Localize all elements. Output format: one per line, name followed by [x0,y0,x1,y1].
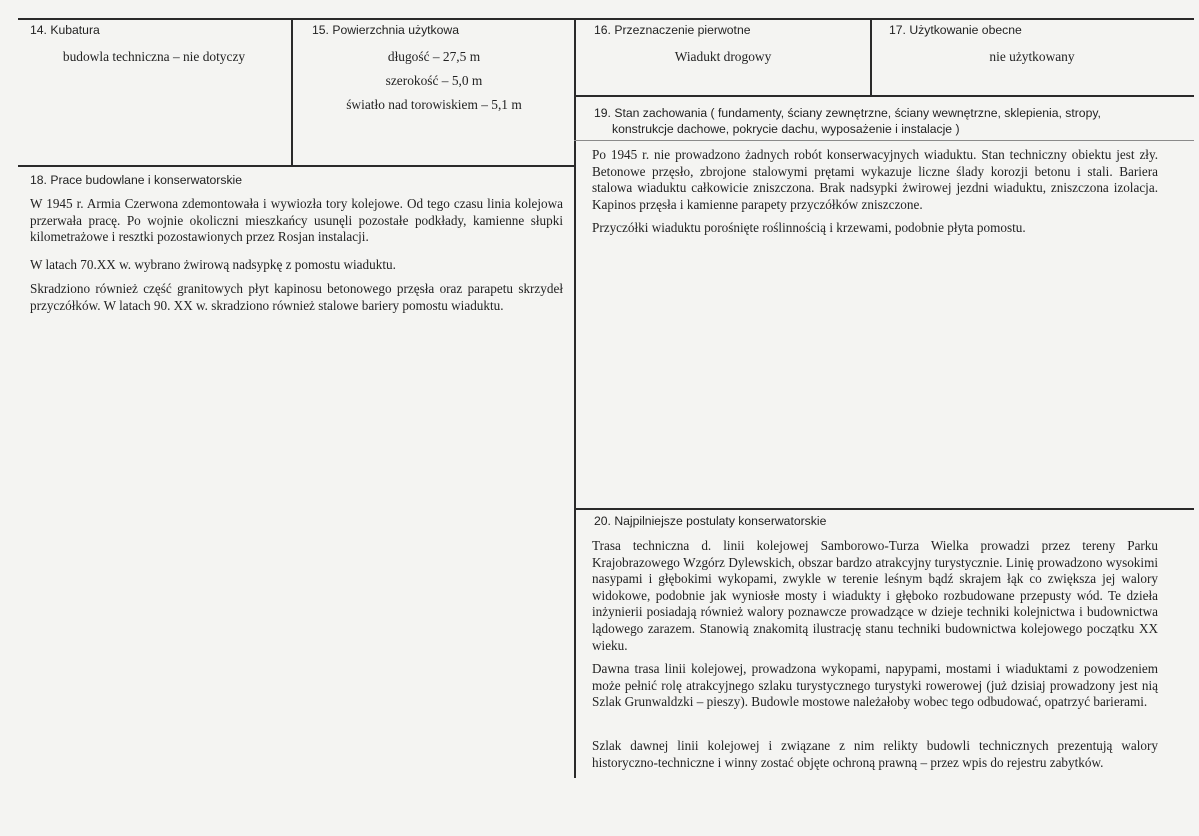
sec17-value: nie użytkowany [989,49,1075,64]
sec18-paragraph-2: W latach 70.XX w. wybrano żwirową nadsypkę z pomostu wiaduktu. [30,257,396,272]
divider-14-15 [291,18,293,166]
divider-15-18 [18,165,576,167]
sec16-value: Wiadukt drogowy [674,49,772,64]
center-divider [574,18,576,778]
sec15-clearance: światło nad torowiskiem – 5,1 m [346,97,522,112]
sec14-value: budowla techniczna – nie dotyczy [62,49,246,64]
sec15-width: szerokość – 5,0 m [385,73,483,88]
top-border [18,18,1194,20]
sec19-paragraph-2: Przyczółki wiaduktu porośnięte roślinnością i krzewami, podobnie płyta pomostu. [592,220,1026,235]
sec16-label: 16. Przeznaczenie pierwotne [594,23,751,37]
sec18-paragraph-3: Skradziono również część granitowych płyt kapinosu betonowego przęsła oraz parapetu skrzydeł przyczółków. W latach 90. XX w. skradziono również stalowe bariery pomostu wiaduktu. [30,281,563,313]
sec20-label: 20. Najpilniejsze postulaty konserwatorskie [594,514,827,528]
sec20-paragraph-3: Szlak dawnej linii kolejowej i związane z nim relikty budowli technicznych prezentują walory historyczno-techniczne i winny zostać objęte ochroną prawną – przez wpis do rejestru zabytków. [592,738,1158,770]
sec20-paragraph-2: Dawna trasa linii kolejowej, prowadzona wykopami, napypami, mostami i wiaduktami z powodzeniem może pełnić rolę atrakcyjnego szlaku turystycznego turystyki rowerowej (już dzisiaj prowadzony jest nią Szlak Grunwaldzki – pieszy). Budowle mostowe należałoby wobec tego odbudować, opatrzyć barierami. [592,661,1158,710]
sec19-label-line1: 19. Stan zachowania ( fundamenty, ściany zewnętrzne, ściany wewnętrzne, sklepienia, stropy, [594,106,1101,120]
sec18-paragraph-1: W 1945 r. Armia Czerwona zdemontowała i wywiozła tory kolejowe. Od tego czasu linia kolejowa przerwała pracę. Po wojnie okoliczni mieszkańcy usunęli pozostałe podkłady, kamienne słupki kilometrażowe i resztki pozostawionych przez Rosjan instalacji. [30,196,563,245]
sec15-label: 15. Powierzchnia użytkowa [312,23,459,37]
sec19-label-line2: konstrukcje dachowe, pokrycie dachu, wyposażenie i instalacje ) [612,122,960,136]
sec15-length: długość – 27,5 m [387,49,481,64]
divider-16-19 [574,95,1194,97]
sec15-values [296,48,572,120]
sec17-label: 17. Użytkowanie obecne [889,23,1022,37]
divider-19-20 [574,508,1194,510]
sec19-paragraph-1: Po 1945 r. nie prowadzono żadnych robót konserwacyjnych wiaduktu. Stan techniczny obiektu jest zły. Betonowe przęsło, zbrojone stalowymi prętami wykazuje liczne ślady korozji betonu i stali. Bariera stalowa wiaduktu całkowicie zniszczona. Brak nadsypki żwirowej jezdni wiaduktu, zniszczona izolacja. Kapinos przęsła i kamienne parapety przyczółków zniszczone. [592,147,1158,212]
divider-19-inner [574,140,1194,141]
sec18-label: 18. Prace budowlane i konserwatorskie [30,173,243,187]
sec20-paragraph-1: Trasa techniczna d. linii kolejowej Samborowo-Turza Wielka prowadzi przez tereny Parku Krajobrazowego Wzgórz Dylewskich, obszar bardzo atrakcyjny turystycznie. Linię prowadzono wysokimi nasypami i głębokimi wykopami, zwykle w terenie leśnym bądź skrajem łąk co zwiększa jej walory widokowe, podobnie jak wyniosłe mosty i wiadukty i głęboko rozbudowane przepusty wód. Te dzieła inżynierii posiadają również walory poznawcze prowadzące w dzieje techniki kolejnictwa i budownictwa lądowego zarazem. Stanowią znakomitą ilustrację stanu techniki budownictwa kolejowego początku XX wieku. [592,538,1158,653]
sec14-label: 14. Kubatura [30,23,100,37]
